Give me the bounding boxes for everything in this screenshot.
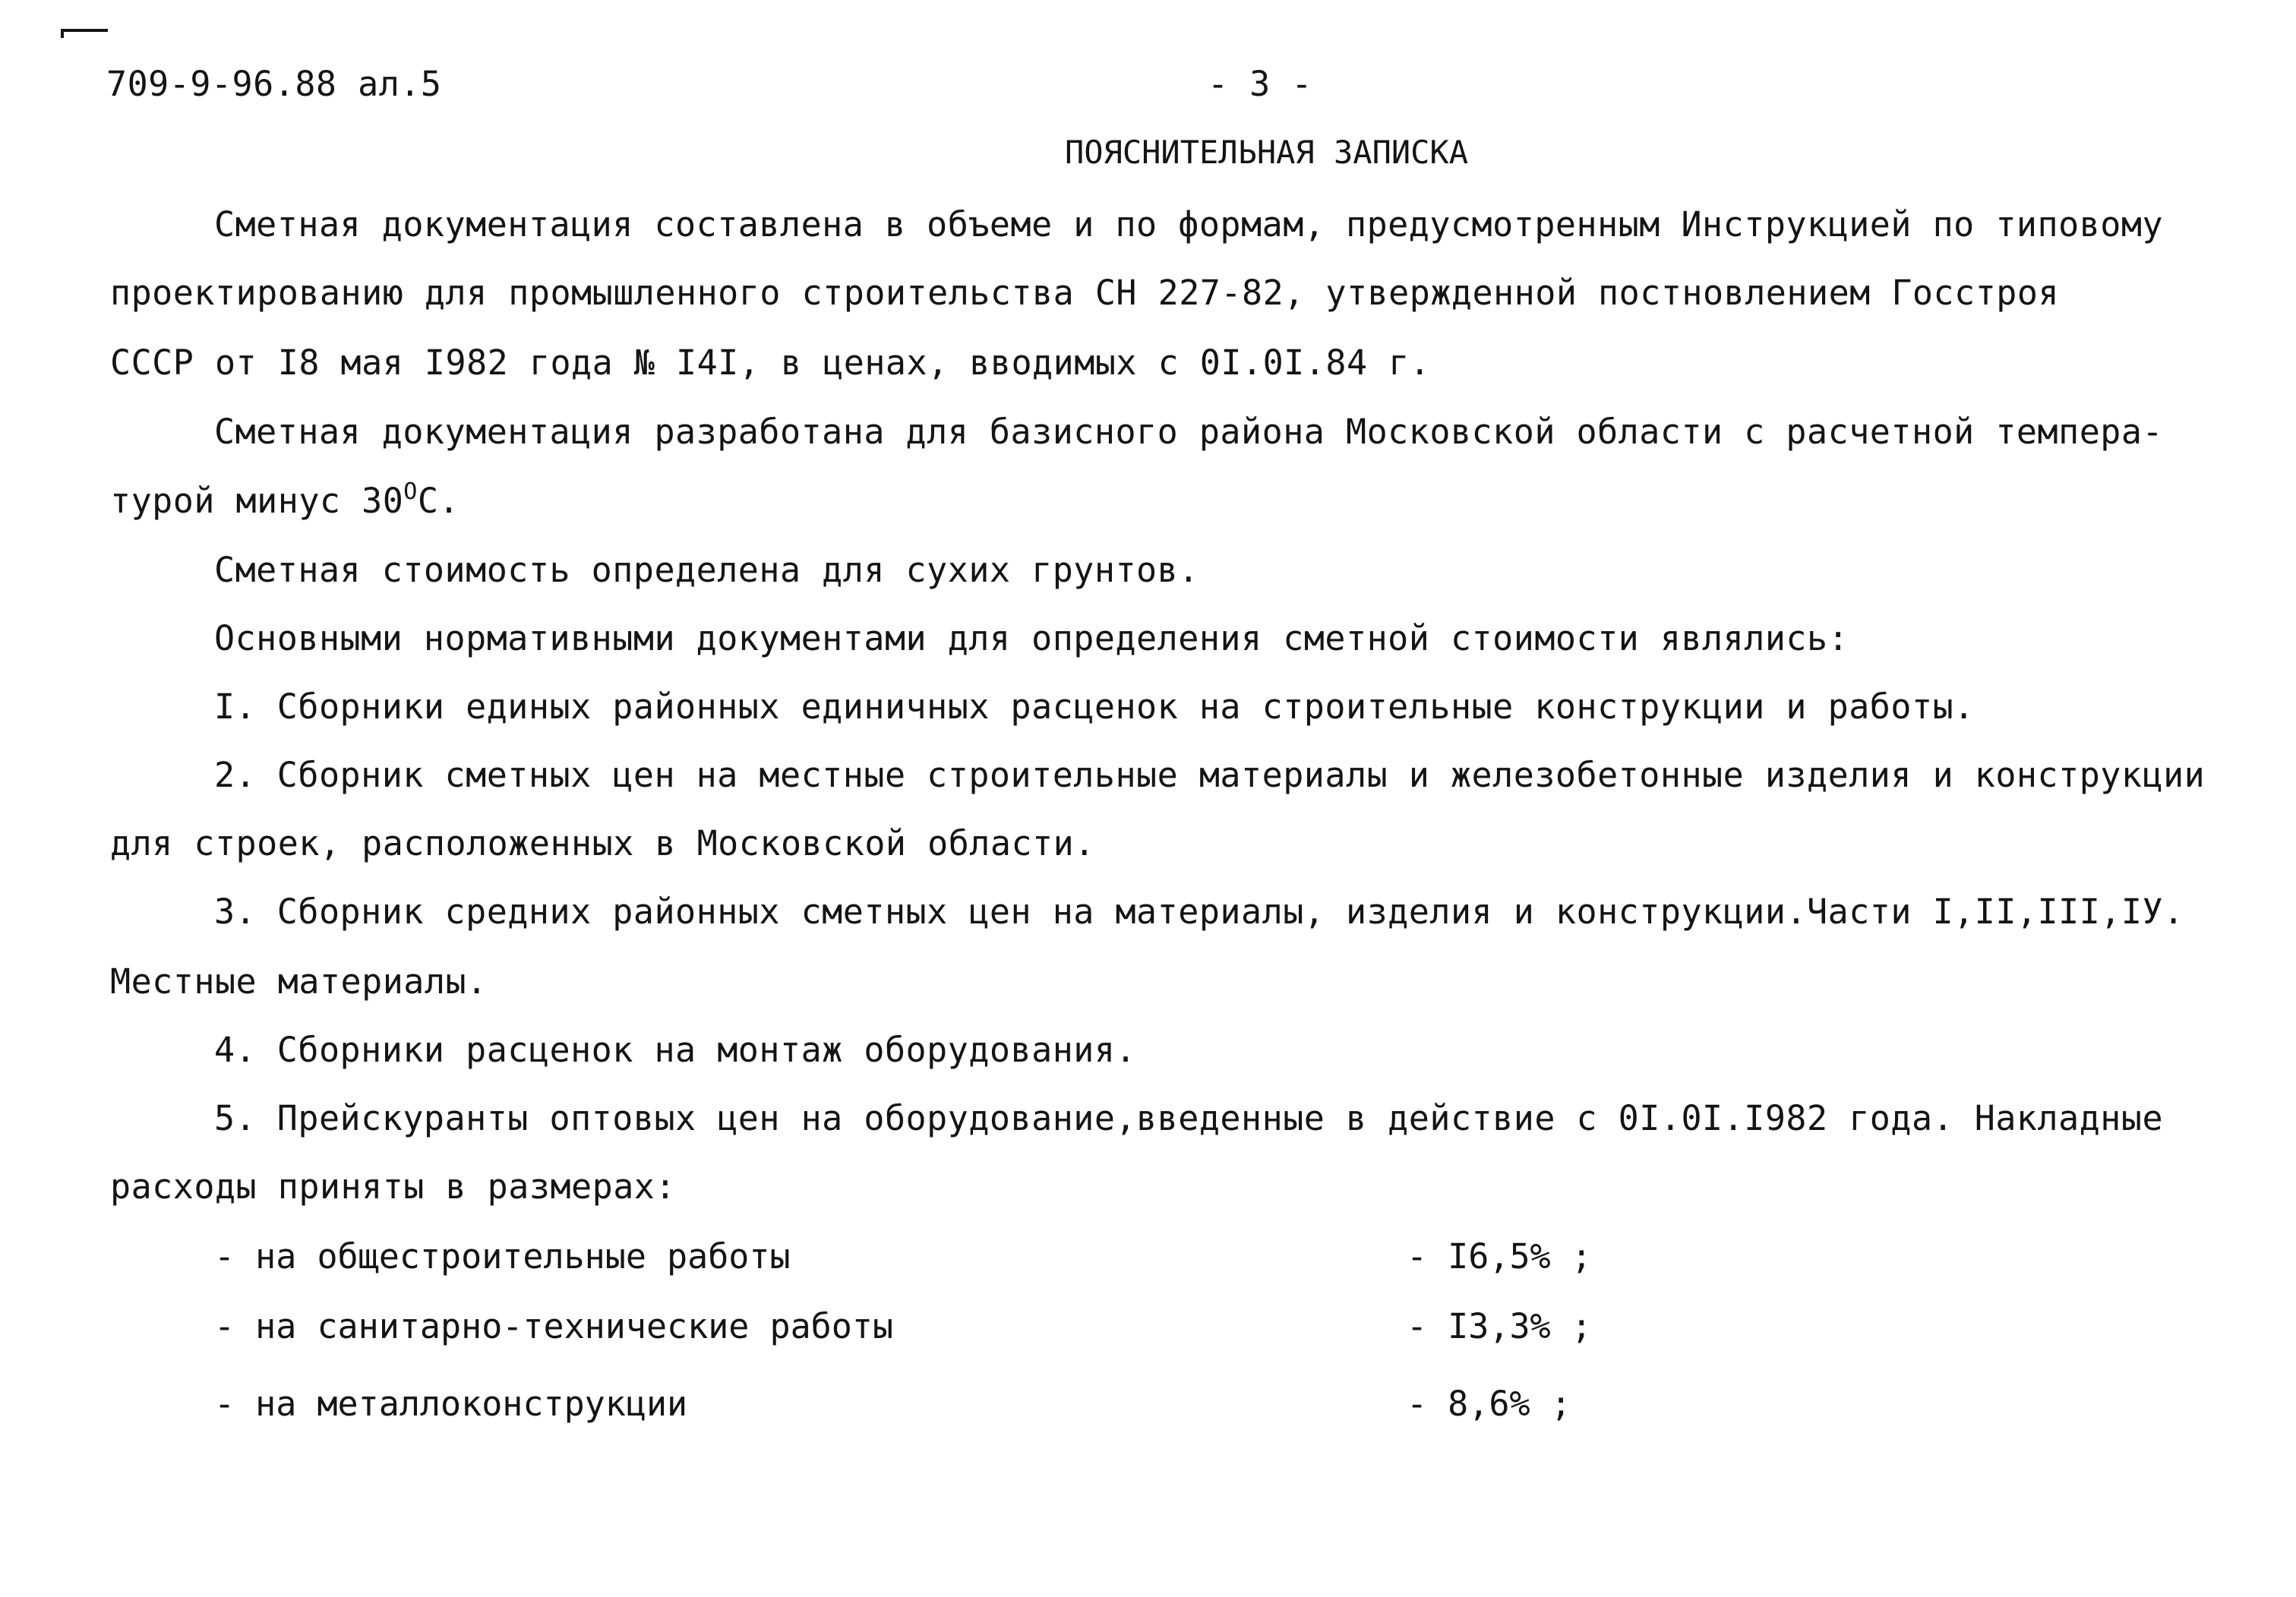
list-item-2-line-2: для строек, расположенных в Московской области. [110,823,1095,863]
overhead-label: - на санитарно-технические работы [214,1306,894,1346]
list-item-2-line-1: 2. Сборник сметных цен на местные строительные материалы и железобетонные изделия и конструкции [214,755,2206,795]
paragraph-4: Основными нормативными документами для определения сметной стоимости являлись: [214,618,1849,658]
paragraph-1-line-1: Сметная документация составлена в объеме и по формам, предусмотренным Инструкцией по типовому [214,204,2164,245]
overhead-label: - на металлоконструкции [214,1384,688,1424]
overhead-label: - на общестроительные работы [214,1236,791,1277]
overhead-value: - 8,6% ; [1407,1384,1571,1424]
paragraph-2-line-1: Сметная документация разработана для базисного района Московской области с расчетной темпера- [214,412,2164,452]
paragraph-2-line-2 [110,478,460,521]
list-item-3-line-2: Местные материалы. [110,961,488,1002]
corner-scan-tick [61,29,64,38]
degree-sign: О [403,478,418,505]
paragraph-2-unit: С. [417,481,460,521]
list-item-4: 4. Сборники расценок на монтаж оборудования. [214,1030,1137,1070]
page-number: - 3 - [1208,64,1312,104]
list-item-5-line-1: 5. Прейскуранты оптовых цен на оборудование,введенные в действие с 0I.0I.I982 года. Накладные [214,1098,2164,1138]
paragraph-1-line-2: проектированию для промышленного строительства СН 227-82, утвержденной постновлением Госстроя [110,273,2060,313]
paragraph-2-text: турой минус 30 [110,481,404,521]
page-title: ПОЯСНИТЕЛЬНАЯ ЗАПИСКА [1065,134,1469,171]
paragraph-1-line-3: СССР от I8 мая I982 года № I4I, в ценах, вводимых с 0I.0I.84 г. [110,342,1431,383]
paragraph-3: Сметная стоимость определена для сухих грунтов. [214,550,1199,590]
overhead-value: - I6,5% ; [1407,1236,1592,1277]
document-code: 709-9-96.88 ал.5 [106,64,442,104]
list-item-1: I. Сборники единых районных единичных расценок на строительные конструкции и работы. [214,686,1975,727]
list-item-3-line-1: 3. Сборник средних районных сметных цен на материалы, изделия и конструкции.Части I,II,III,IУ. [214,892,2184,932]
list-item-5-line-2: расходы приняты в размерах: [110,1166,676,1207]
corner-scan-mark [61,29,108,32]
overhead-value: - I3,3% ; [1407,1306,1592,1346]
